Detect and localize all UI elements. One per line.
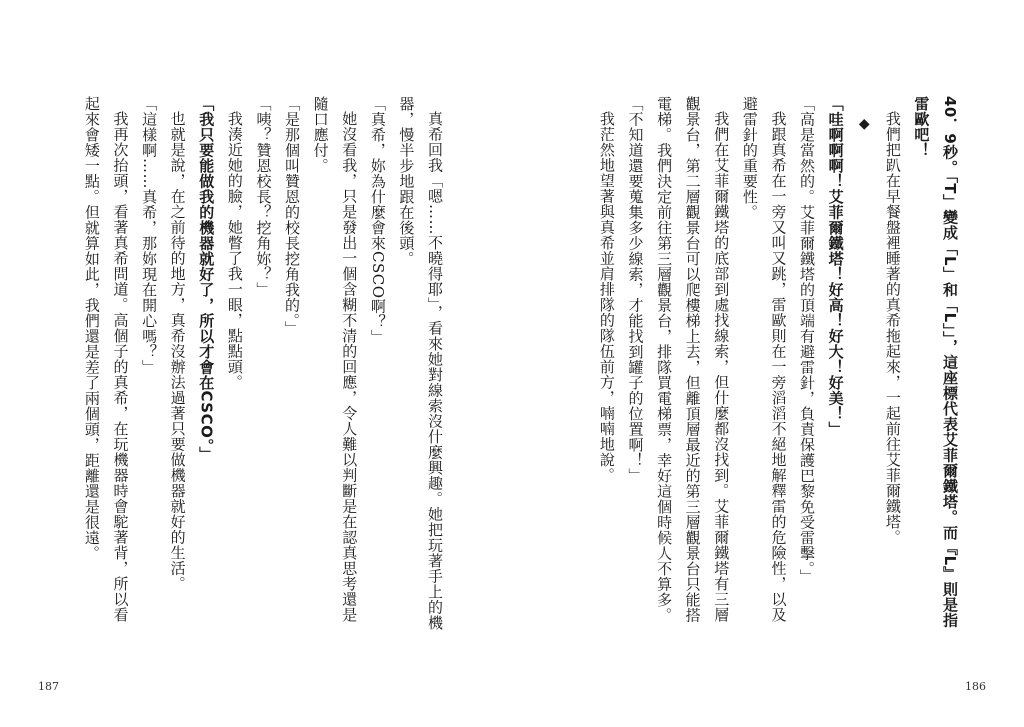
page-number-right: 186 [965,680,986,693]
right-page [512,0,1024,727]
paragraph: 她沒看我，只是發出一個含糊不清的回應，令人難以判斷是在認真思考還是隨口應付。 [311,96,359,623]
section-divider-diamond: ◆ [856,115,873,133]
dialogue-line: 「是那個叫贊恩的校長挖角我的。」 [283,96,302,337]
dialogue-line: 「這樣啊……真希，那妳現在開心嗎？」 [140,96,159,375]
page-number-left: 187 [38,680,59,693]
paragraph: 也就是說，在之前待的地方，真希沒辦法過著只要做機器就好的生活。 [168,111,187,592]
paragraph-emphasis: 40．9秒。「T」變成「L」和「L」」，這座標代表艾菲爾鐵塔。而『L』則是指雷歐吧！ [912,96,959,628]
dialogue-line: 「咦？贊恩校長？挖角妳？」 [254,96,273,298]
left-page-text [77,96,449,636]
dialogue-line: 「真希，妳為什麼會來CSCO啊？」 [368,96,387,346]
paragraph: 我們把趴在早餐盤裡睡著的真希拖起來，一起前往艾菲爾鐵塔。 [883,111,902,545]
dialogue-line: 「高是當然的。艾菲爾鐵塔的頂端有避雷針，負責保護巴黎免受雷擊。」 [798,96,817,585]
paragraph: 我跟真希在一旁又叫又跳，雷歐則在一旁滔滔不絕地解釋雷的危險性，以及避雷針的重要性。 [740,96,788,623]
paragraph: 真希回我「嗯……不曉得耶」，看來她對線索沒什麼興趣。她把玩著手上的機器，慢半步地跟在後頭。 [397,96,444,631]
paragraph: 我再次抬頭，看著真希問道。高個子的真希，在玩機器時會駝著背，所以看起來會矮一點。但就算如此，我們還是差了兩個頭，距離還是很遠。 [82,96,130,623]
dialogue-line-emphasis: 「我只要能做我的機器就好了，所以才會在CSCO。」 [197,96,216,462]
paragraph: 我茫然地望著與真希並肩排隊的隊伍前方，喃喃地說。 [597,111,616,483]
paragraph: 我們在艾菲爾鐵塔的底部到處找線索，但什麼都沒找到。艾菲爾鐵塔有三層觀景台，第二層觀景台可以爬樓梯上去，但離頂層最近的第三層觀景台只能搭電梯。我們決定前往第三層觀景台，排隊買電梯票，幸好這個時候人不算多。 [655,96,731,623]
dialogue-line-emphasis: 「哇啊啊啊！艾菲爾鐵塔！好高！好大！好美！」 [826,96,845,437]
paragraph: 我湊近她的臉，她瞥了我一眼，點點頭。 [225,111,244,390]
dialogue-line: 「不知道還要蒐集多少線索，才能找到罐子的位置啊！」 [626,96,645,484]
right-page-text [592,96,964,636]
